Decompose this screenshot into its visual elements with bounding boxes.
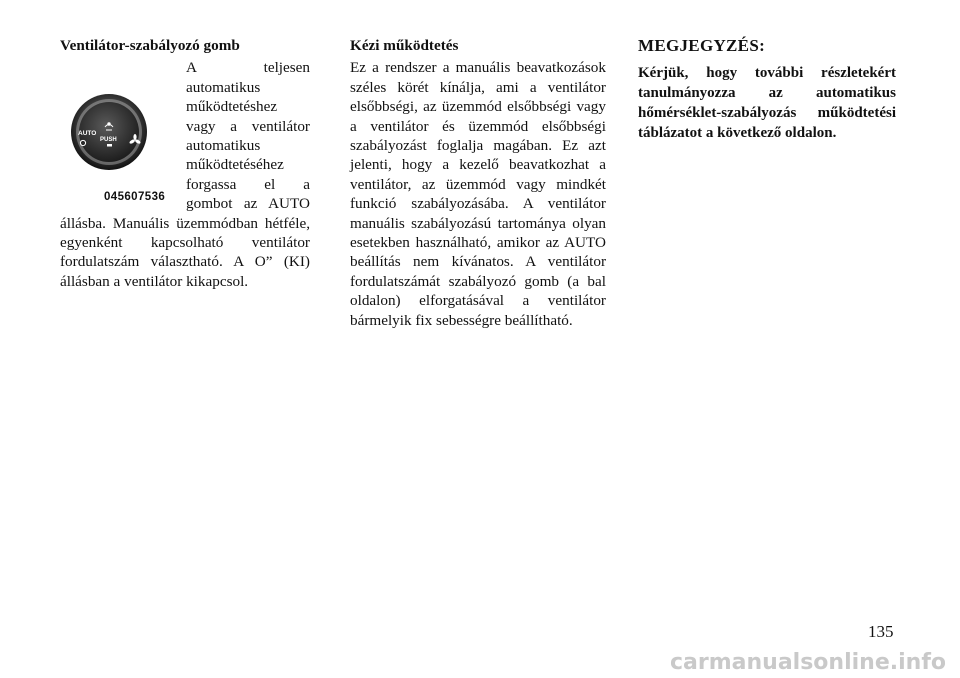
fan-knob-body-text: A teljesen automatikus működtetéshez vagy a ventilátor automatikus működtetéséhez forgassa el a gombot az AUTO állásba. Manuális üzemmódban hétféle, egyenként kapcsolható ventilátor fordulatszám választható. A O” (KI) állásban a ventilátor kikapcsol. — [60, 59, 310, 290]
section-heading-manual-operation: Kézi működtetés — [350, 37, 459, 54]
right-column — [638, 36, 896, 143]
watermark: carmanualsonline.info — [670, 650, 946, 675]
figure-caption: 045607536 — [104, 191, 166, 204]
left-column — [60, 36, 310, 291]
fan-knob-illustration — [70, 93, 148, 171]
fan-knob-figure — [60, 59, 182, 211]
section-heading-fan-knob: Ventilátor-szabályozó gomb — [60, 37, 240, 54]
auto-indicator-icon — [107, 144, 112, 147]
note-body-text: Kérjük, hogy további részletekért tanulmányozza az automatikus hőmérséklet-szabályozás működtetési táblázatot a következő oldalon. — [638, 65, 896, 142]
push-label: PUSH — [100, 137, 117, 144]
note-title: MEGJEGYZÉS: — [638, 36, 766, 55]
middle-column — [350, 36, 606, 330]
manual-operation-body-text: Ez a rendszer a manuális beavatkozások széles körét kínálja, ami a ventilátor elsőbbségi, az üzemmód elsőbbségi vagy a ventilátor és üzemmód elsőbbségi szabályozást foglalja magában. Ez azt jelenti, hogy a kezelő beavatkozhat a ventilátor, az üzemmód vagy mindkét funkció szabályozásába. A ventilátor manuális szabályozású tartománya olyan esetekben használható, amikor az AUTO beállítás nem kívánatos. A ventilátor fordulatszámát szabályozó gomb (a bal oldalon) elforgatásával a ventilátor bármelyik fix sebességre beállítható. — [350, 59, 606, 329]
auto-label: AUTO — [78, 130, 97, 138]
page-number: 135 — [868, 622, 894, 641]
